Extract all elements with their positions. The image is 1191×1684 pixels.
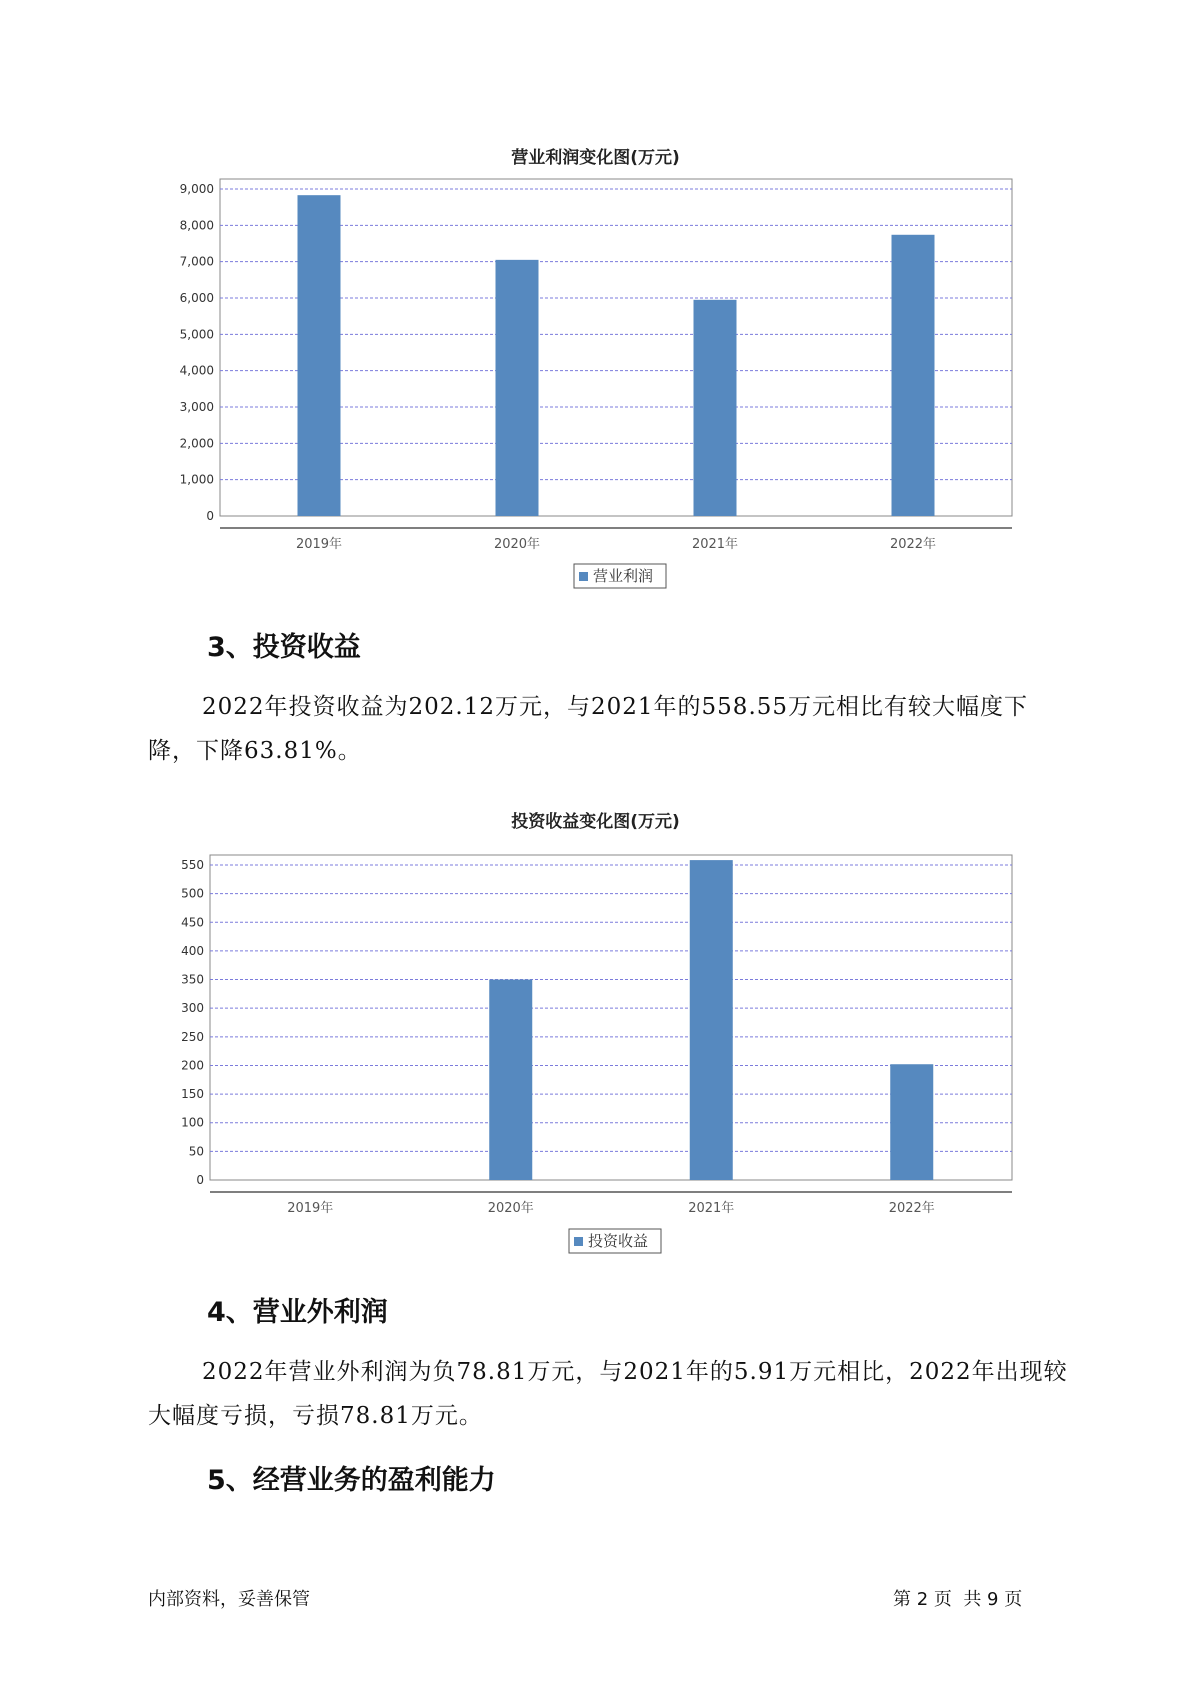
y-tick-label: 8,000	[179, 218, 214, 233]
legend-label: 投资收益	[588, 1232, 649, 1250]
operating-profit-chart-title: 营业利润变化图(万元)	[511, 148, 680, 168]
y-tick-label: 4,000	[179, 363, 214, 378]
bar	[690, 860, 733, 1180]
y-tick-label: 400	[181, 943, 204, 958]
y-tick-label: 500	[181, 886, 204, 901]
operating-profit-bar-chart	[0, 170, 1191, 590]
x-tick-label: 2019年	[287, 1201, 334, 1216]
section-3-paragraph: 2022年投资收益为202.12万元，与2021年的558.55万元相比有较大幅度下降，下降63.81%。	[148, 694, 1029, 764]
y-tick-label: 200	[181, 1058, 204, 1073]
y-tick-label: 250	[181, 1029, 204, 1044]
y-tick-label: 150	[181, 1087, 204, 1102]
y-tick-label: 350	[181, 972, 204, 987]
y-tick-label: 100	[181, 1115, 204, 1130]
section-4-paragraph: 2022年营业外利润为负78.81万元，与2021年的5.91万元相比，2022年出现较大幅度亏损，亏损78.81万元。	[148, 1359, 1068, 1429]
section-5-heading: 5、经营业务的盈利能力	[207, 1465, 496, 1496]
y-tick-label: 300	[181, 1001, 204, 1016]
y-tick-label: 50	[188, 1144, 204, 1159]
x-tick-label: 2021年	[691, 537, 739, 552]
y-tick-label: 7,000	[179, 254, 214, 269]
bar	[496, 260, 539, 516]
section-3-heading: 3、投资收益	[207, 632, 361, 663]
y-tick-label: 9,000	[179, 182, 214, 196]
x-tick-label: 2021年	[688, 1201, 735, 1216]
y-tick-label: 2,000	[179, 436, 214, 451]
bar	[489, 980, 532, 1180]
y-tick-label: 1,000	[179, 472, 214, 487]
footer-page-number: 第 2 页 共 9 页	[893, 1589, 1023, 1610]
y-tick-label: 3,000	[179, 400, 214, 414]
bar	[890, 1064, 933, 1180]
legend-label: 营业利润	[593, 567, 654, 585]
y-tick-label: 0	[206, 509, 214, 523]
x-tick-label: 2022年	[889, 537, 937, 552]
footer-confidential-note: 内部资料，妥善保管	[148, 1589, 310, 1610]
x-tick-label: 2022年	[888, 1201, 935, 1216]
x-tick-label: 2020年	[487, 1201, 534, 1216]
bar	[694, 300, 737, 516]
bar	[892, 235, 935, 516]
x-tick-label: 2020年	[493, 537, 541, 552]
legend-swatch	[574, 1237, 583, 1246]
section-4-heading: 4、营业外利润	[207, 1297, 388, 1328]
y-tick-label: 450	[181, 915, 204, 930]
y-tick-label: 5,000	[179, 327, 214, 342]
legend-swatch	[579, 572, 588, 581]
bar	[298, 195, 341, 516]
investment-income-bar-chart	[0, 835, 1191, 1255]
y-tick-label: 0	[196, 1173, 204, 1187]
investment-income-chart-title: 投资收益变化图(万元)	[511, 812, 680, 832]
y-tick-label: 550	[181, 858, 204, 872]
x-tick-label: 2019年	[295, 537, 343, 552]
y-tick-label: 6,000	[179, 291, 214, 305]
